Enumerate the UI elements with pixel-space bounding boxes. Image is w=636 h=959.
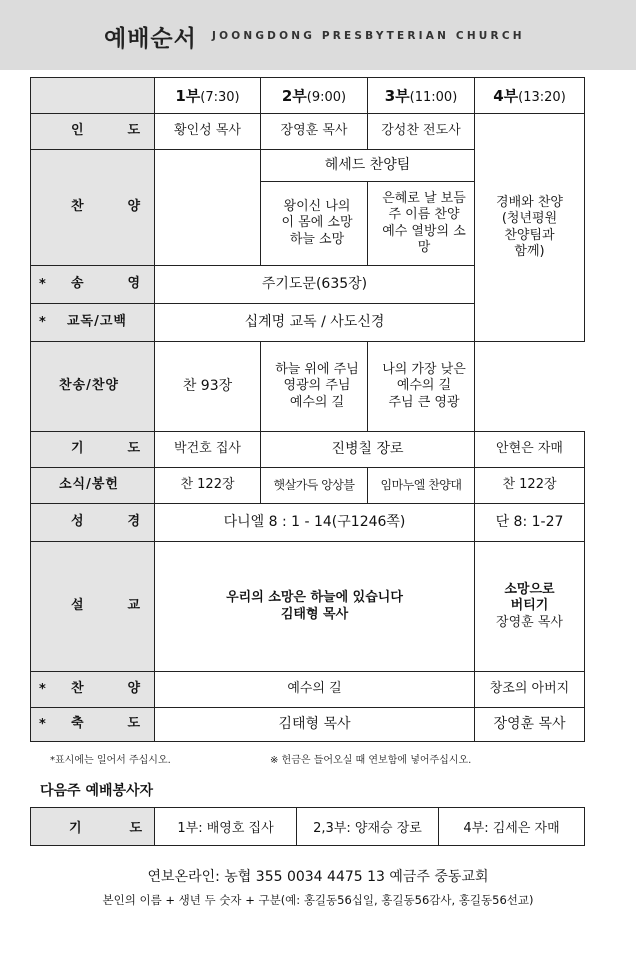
- next-week-row: [31, 808, 585, 846]
- label-hymn: 찬송/찬양: [31, 342, 155, 432]
- next-week-s1: 1부: 배영호 집사: [155, 808, 297, 846]
- label-doxology: * 송 영: [31, 266, 155, 304]
- closing-hymn-s123: 예수의 길: [155, 672, 475, 708]
- next-week-title: 다음주 예배봉사자: [40, 783, 154, 799]
- leader-s2: 장영훈 목사: [261, 114, 368, 150]
- news-s2: 햇살가득 앙상블: [261, 468, 368, 504]
- label-sermon: 설 교: [31, 542, 155, 672]
- label-praise: 찬 양: [31, 150, 155, 266]
- service-4-header: 4부(13:20): [475, 78, 585, 114]
- row-closing-hymn: [31, 672, 585, 708]
- service-3-header: 3부(11:00): [368, 78, 475, 114]
- praise-s1: [155, 150, 261, 266]
- closing-hymn-s4: 창조의 아버지: [475, 672, 585, 708]
- row-benediction: [31, 708, 585, 742]
- offering-naming-guide: 본인의 이름 + 생년 두 숫자 + 구분(예: 홍길동56십일, 홍길동56감사, 홍길동56선교): [102, 893, 534, 907]
- note-standing: *표시에는 일어서 주십시오.: [50, 755, 171, 766]
- next-week-s23: 2,3부: 양재승 장로: [297, 808, 439, 846]
- prayer-s4: 안현은 자매: [475, 432, 585, 468]
- page-title: 예배순서: [104, 26, 197, 52]
- service-1-header: 1부(7:30): [155, 78, 261, 114]
- label-news: 소식/봉헌: [31, 468, 155, 504]
- doxology-value: 주기도문(635장): [155, 266, 475, 304]
- sermon-s4: 소망으로 버티기 장영훈 목사: [475, 542, 585, 672]
- praise-s2-songs: 왕이신 나의 이 몸에 소망 하늘 소망: [261, 182, 368, 266]
- hymn-s2-songs: 하늘 위에 주님 영광의 주님 예수의 길: [261, 342, 368, 432]
- note-offering: ※ 헌금은 들어오실 때 연보함에 넣어주십시오.: [270, 755, 472, 766]
- corner-cell: [31, 78, 155, 114]
- row-prayer: [31, 432, 585, 468]
- news-s1: 찬 122장: [155, 468, 261, 504]
- label-scripture: 성 경: [31, 504, 155, 542]
- label-prayer: 기 도: [31, 432, 155, 468]
- row-hymn: [31, 342, 585, 432]
- church-name: JOONGDONG PRESBYTERIAN CHURCH: [212, 30, 525, 42]
- hymn-s1: 찬 93장: [155, 342, 261, 432]
- praise-team: 헤세드 찬양팀: [261, 150, 475, 182]
- header-banner: [0, 0, 636, 70]
- news-s4: 찬 122장: [475, 468, 585, 504]
- scripture-s123: 다니엘 8 : 1 - 14(구1246쪽): [155, 504, 475, 542]
- online-offering-account: 연보온라인: 농협 355 0034 4475 13 예금주 중동교회: [147, 869, 489, 885]
- praise-s4: 경배와 찬양 (청년평원 찬양팀과 함께): [475, 114, 585, 342]
- benediction-s123: 김태형 목사: [155, 708, 475, 742]
- label-benediction: * 축 도: [31, 708, 155, 742]
- service-2-header: 2부(9:00): [261, 78, 368, 114]
- sermon-s123: [155, 542, 475, 672]
- label-creed: * 교독/고백: [31, 304, 155, 342]
- prayer-s1: 박건호 집사: [155, 432, 261, 468]
- worship-order-table: [30, 77, 585, 742]
- leader-s3: 강성찬 전도사: [368, 114, 475, 150]
- news-s3: 임마누엘 찬양대: [368, 468, 475, 504]
- next-week-s4: 4부: 김세은 자매: [439, 808, 585, 846]
- benediction-s4: 장영훈 목사: [475, 708, 585, 742]
- creed-value: 십계명 교독 / 사도신경: [155, 304, 475, 342]
- row-scripture: [31, 504, 585, 542]
- praise-s3-songs: 은혜로 날 보듬 주 이름 찬양 예수 열방의 소망: [368, 182, 475, 266]
- sermon-title: 우리의 소망은 하늘에 있습니다: [226, 590, 403, 606]
- next-week-table: [30, 807, 585, 846]
- next-week-label: 기 도: [31, 808, 155, 846]
- prayer-s23: 진병칠 장로: [261, 432, 475, 468]
- label-leader: 인 도: [31, 114, 155, 150]
- label-closing-hymn: * 찬 양: [31, 672, 155, 708]
- leader-s1: 황인성 목사: [155, 114, 261, 150]
- sermon-preacher: 김태형 목사: [280, 606, 349, 622]
- service-header-row: [31, 78, 585, 114]
- row-sermon: [31, 542, 585, 672]
- row-news: [31, 468, 585, 504]
- hymn-s3-songs: 나의 가장 낮은 예수의 길 주님 큰 영광: [368, 342, 475, 432]
- row-leader: [31, 114, 585, 150]
- scripture-s4: 단 8: 1-27: [475, 504, 585, 542]
